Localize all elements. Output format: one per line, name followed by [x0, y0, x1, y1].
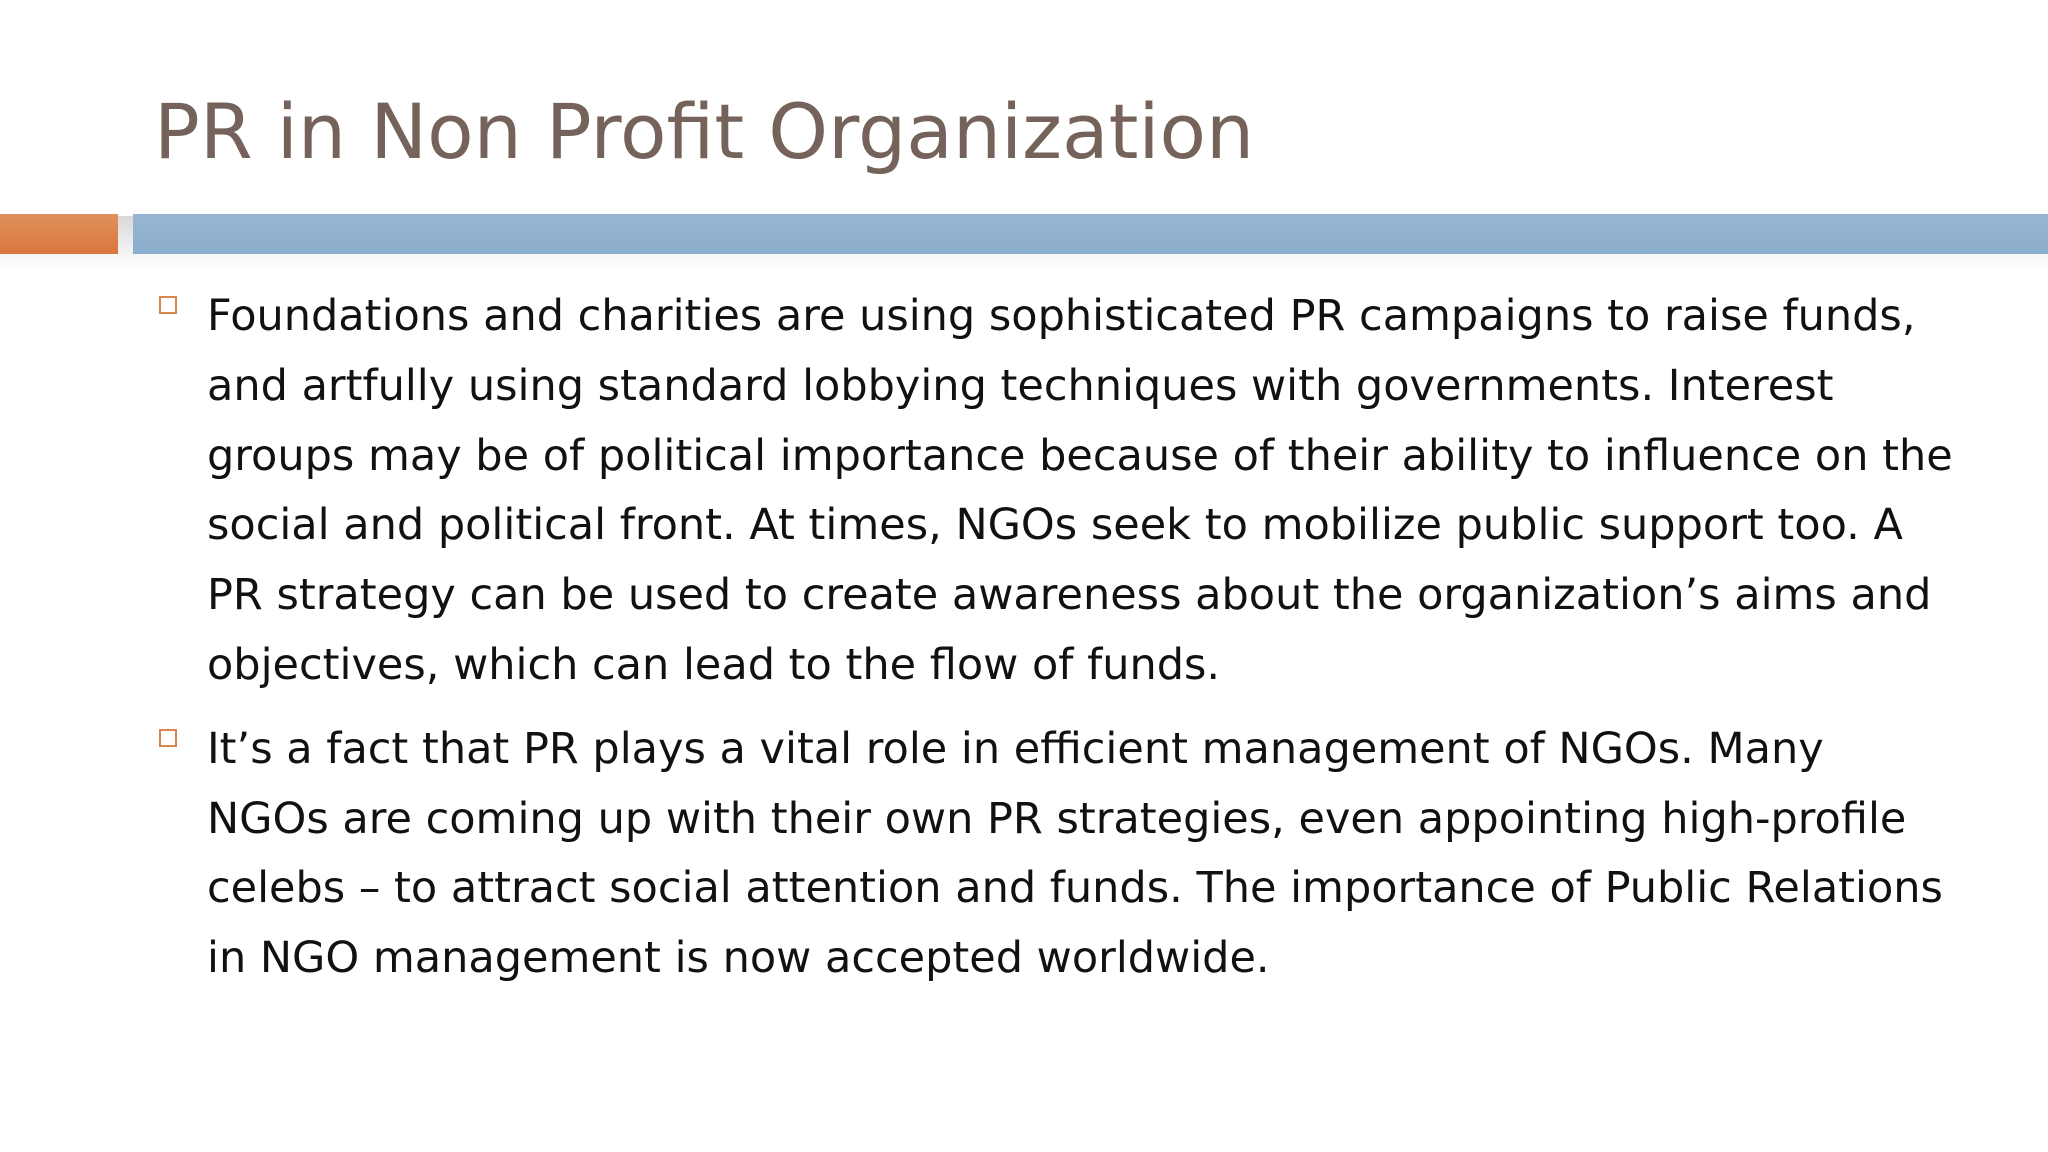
bullet-item	[156, 282, 1956, 701]
header-accent-orange	[0, 214, 118, 254]
bullet-list	[156, 282, 1956, 1008]
bullet-text: Foundations and charities are using sophisticated PR campaigns to raise funds, and artfully using standard lobbying techniques with governments. Interest groups may be of political importance because of their ability to influence on the social and political front. At times, NGOs seek to mobilize public support too. A PR strategy can be used to create awareness about the organization’s aims and objectives, which can lead to the flow of funds.	[207, 291, 1953, 690]
slide-title: PR in Non Profit Organization	[154, 87, 1255, 176]
bullet-item	[156, 715, 1956, 994]
bullet-text: It’s a fact that PR plays a vital role in efficient management of NGOs. Many NGOs are coming up with their own PR strategies, even appointing high-profile celebs – to attract social attention and funds. The importance of Public Relations in NGO management is now accepted worldwide.	[207, 723, 1943, 984]
square-bullet-icon	[159, 729, 177, 747]
square-bullet-icon	[159, 296, 177, 314]
header-accent-blue	[133, 214, 2048, 254]
